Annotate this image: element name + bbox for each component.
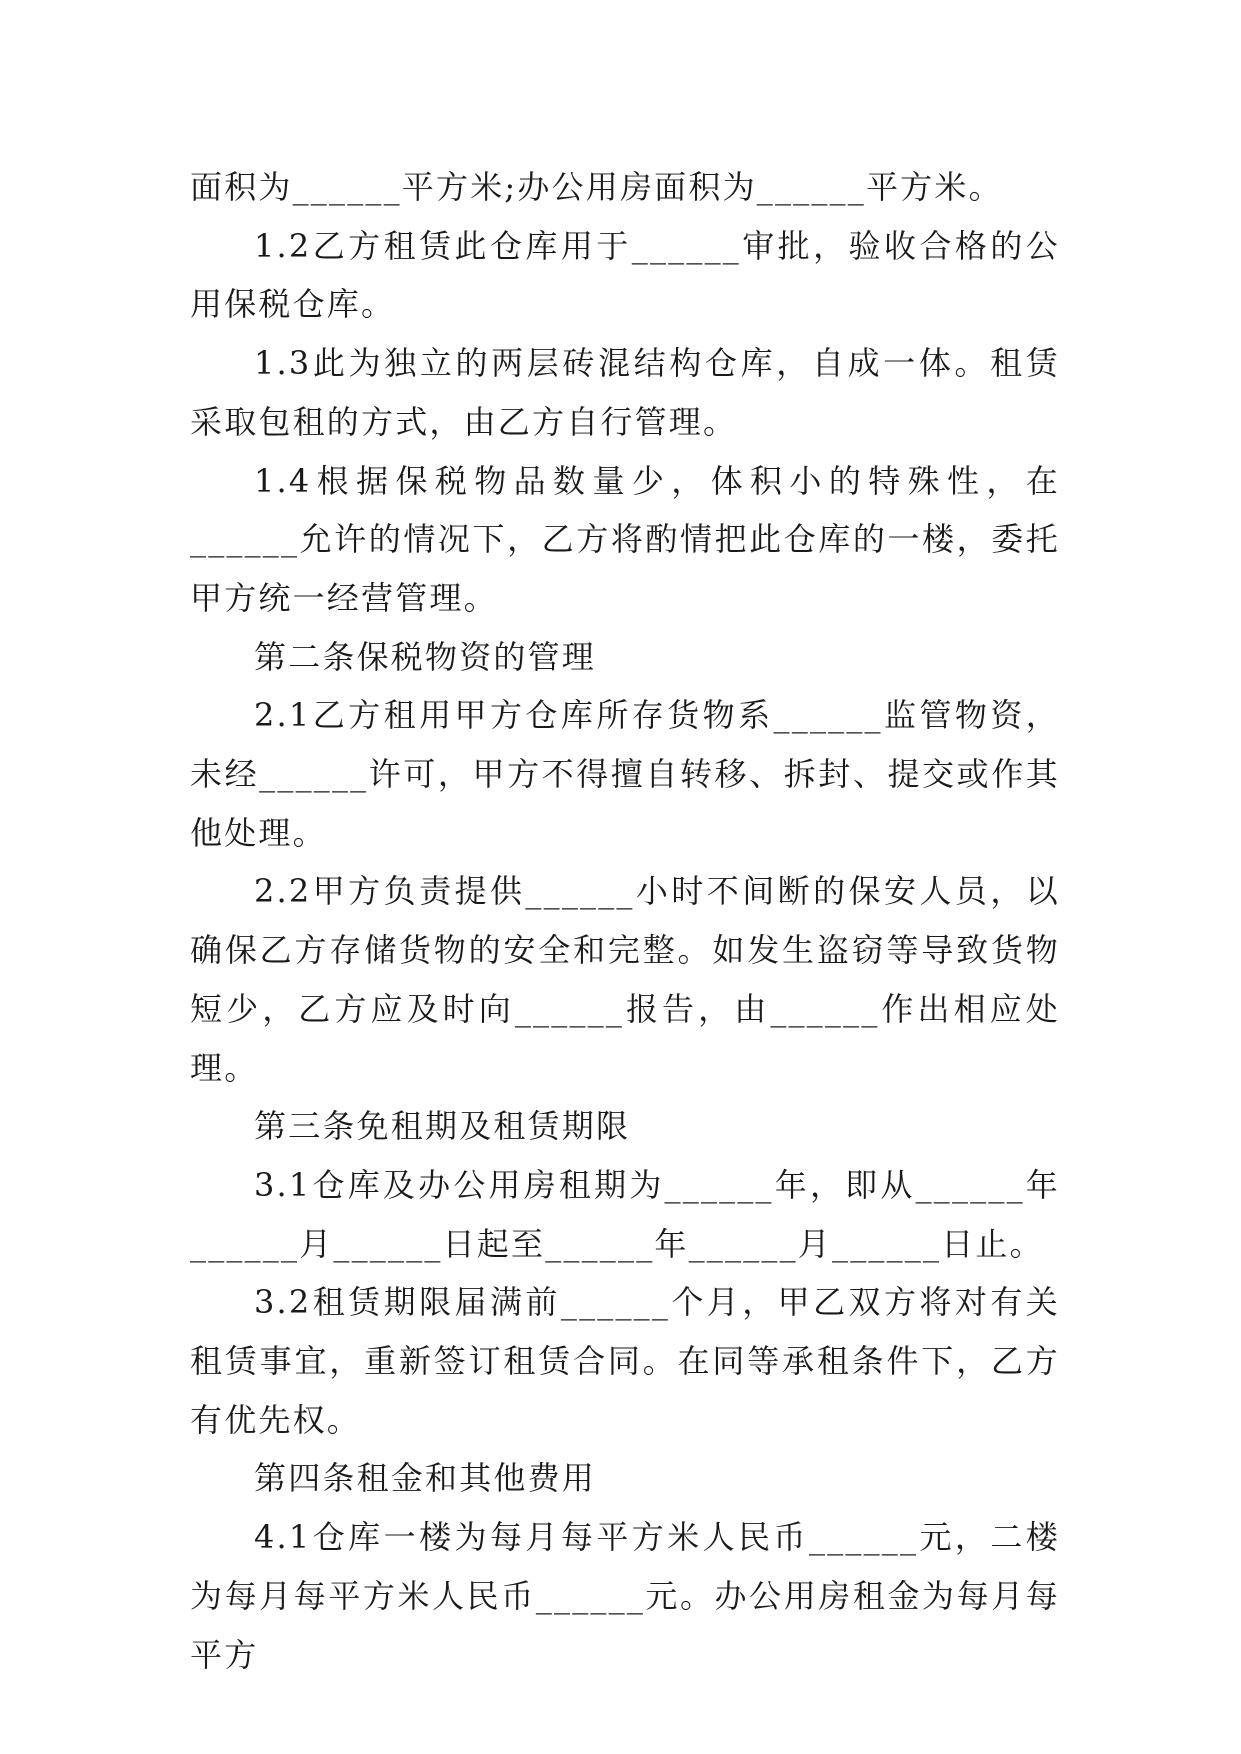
article-3-heading: 第三条免租期及租赁期限 bbox=[254, 1107, 631, 1146]
contract-text-body bbox=[190, 158, 1060, 1684]
clause-4-1: 4.1仓库一楼为每月每平方米人民币______元，二楼为每月每平方米人民币______元。办公用房租金为每月每平方 bbox=[190, 1518, 1060, 1674]
clause-1-4: 1.4根据保税物品数量少，体积小的特殊性，在______允许的情况下，乙方将酌情把此仓库的一楼，委托甲方统一经营管理。 bbox=[190, 461, 1060, 617]
clause-3-1: 3.1仓库及办公用房租期为______年，即从______年______月______日起至______年______月______日止。 bbox=[190, 1165, 1060, 1263]
clause-2-1: 2.1乙方租用甲方仓库所存货物系______监管物资，未经______许可，甲方不得擅自转移、拆封、提交或作其他处理。 bbox=[190, 696, 1060, 852]
clause-1-3: 1.3此为独立的两层砖混结构仓库，自成一体。租赁采取包租的方式，由乙方自行管理。 bbox=[190, 344, 1060, 441]
clause-2-2: 2.2甲方负责提供______小时不间断的保安人员，以确保乙方存储货物的安全和完整。如发生盗窃等导致货物短少，乙方应及时向______报告，由______作出相应处理。 bbox=[190, 872, 1060, 1087]
clause-1-2: 1.2乙方租赁此仓库用于______审批，验收合格的公用保税仓库。 bbox=[190, 226, 1060, 324]
article-4-heading: 第四条租金和其他费用 bbox=[254, 1459, 597, 1498]
paragraph-area-continuation: 面积为______平方米;办公用房面积为______平方米。 bbox=[190, 168, 1003, 206]
clause-3-2: 3.2租赁期限届满前______个月，甲乙双方将对有关租赁事宜，重新签订租赁合同。在同等承租条件下，乙方有优先权。 bbox=[190, 1283, 1060, 1439]
article-2-heading: 第二条保税物资的管理 bbox=[254, 637, 597, 676]
